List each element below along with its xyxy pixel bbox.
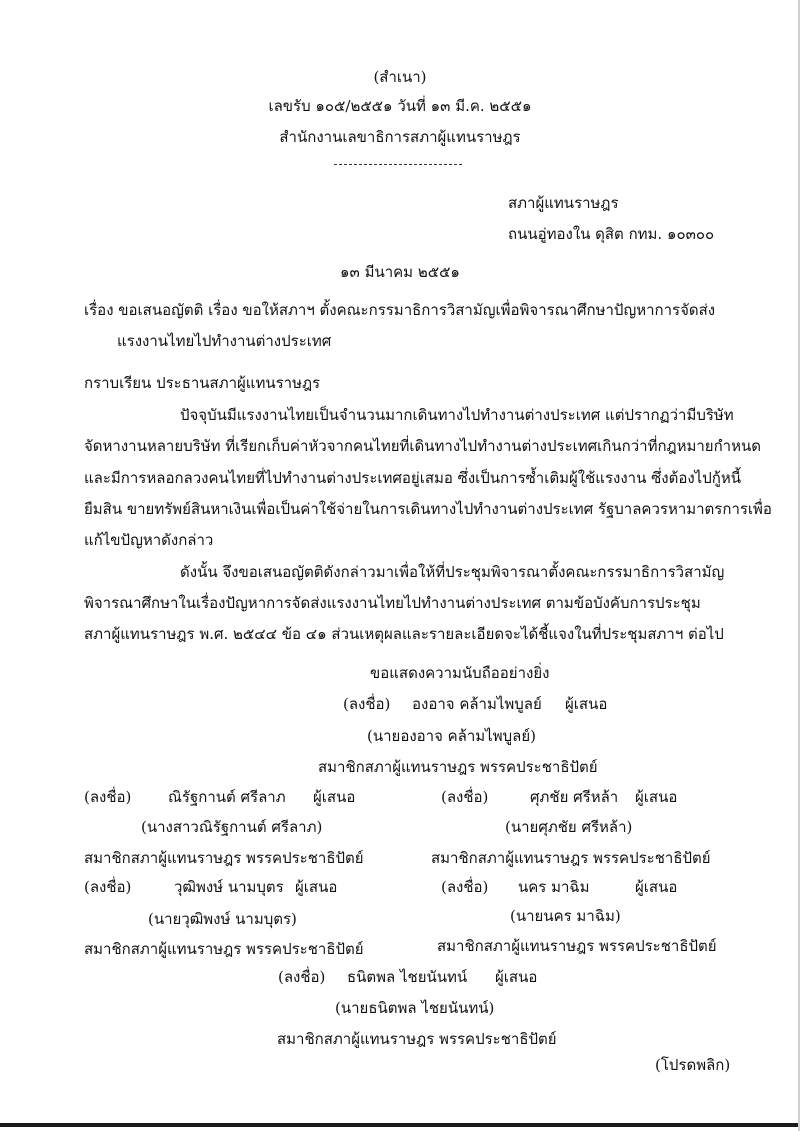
signer-2-signature: ณิรัฐกานต์ ศรีลาภ	[168, 788, 286, 806]
proposer-label: ผู้เสนอ	[565, 695, 608, 713]
document-date: ๑๓ มีนาคม ๒๕๕๑	[340, 263, 460, 281]
office-name: สำนักงานเลขาธิการสภาผู้แทนราษฎร	[279, 128, 521, 146]
signer-4-name: (นายวุฒิพงษ์ นามบุตร)	[148, 910, 297, 928]
please-turn-over: (โปรดพลิก)	[655, 1056, 731, 1074]
signer-6-name: (นายธนิตพล ไชยนันทน์)	[335, 999, 495, 1017]
sign-label: (ลงชื่อ)	[84, 788, 132, 806]
signer-4-signature: วุฒิพงษ์ นามบุตร	[174, 878, 284, 896]
proposer-label: ผู้เสนอ	[313, 788, 356, 806]
body-p1-line-4: ยืมสิน ขายทรัพย์สินหาเงินเพื่อเป็นค่าใช้จ่ายในการเดินทางไปทำงานต่างประเทศ รัฐบาลควรหามาตรการเพื่อ	[84, 500, 772, 518]
bottom-border	[0, 1123, 800, 1127]
subject-line-1: เรื่อง ขอเสนอญัตติ เรื่อง ขอให้สภาฯ ตั้งคณะกรรมาธิการวิสามัญเพื่อพิจารณาศึกษาปัญหาการจัดส่ง	[84, 301, 716, 319]
subject-line-2: แรงงานไทยไปทำงานต่างประเทศ	[117, 332, 332, 350]
body-p1-line-3: และมีการหลอกลวงคนไทยที่ไปทำงานต่างประเทศอยู่เสมอ ซึ่งเป็นการซ้ำเติมผู้ใช้แรงงาน ซึ่งต้องไปกู้หนี้	[84, 469, 741, 487]
address-line-2: ถนนอู่ทองใน ดุสิต กทม. ๑๐๓๐๐	[508, 225, 715, 243]
body-p2-line-2: พิจารณาศึกษาในเรื่องปัญหาการจัดส่งแรงงานไทยไปทำงานต่างประเทศ ตามข้อบังคับการประชุม	[84, 594, 701, 612]
sign-label: (ลงชื่อ)	[343, 695, 391, 713]
body-p2-line-1: ดังนั้น จึงขอเสนอญัตติดังกล่าวมาเพื่อให้ที่ประชุมพิจารณาตั้งคณะกรรมาธิการวิสามัญ	[180, 563, 725, 581]
receipt-number: เลขรับ ๑๐๕/๒๕๕๑ วันที่ ๑๓ มี.ค. ๒๕๕๑	[268, 97, 532, 115]
sign-label: (ลงชื่อ)	[278, 968, 326, 986]
sign-label: (ลงชื่อ)	[441, 878, 489, 896]
proposer-label: ผู้เสนอ	[635, 788, 678, 806]
signer-1-name: (นายองอาจ คล้ามไพบูลย์)	[367, 727, 536, 745]
signer-5-signature: นคร มาฉิม	[518, 878, 590, 896]
signer-6-role: สมาชิกสภาผู้แทนราษฎร พรรคประชาธิปัตย์	[277, 1030, 557, 1048]
signer-2-name: (นางสาวณิรัฐกานต์ ศรีลาภ)	[141, 818, 323, 836]
signer-1-signature: องอาจ คล้ามไพบูลย์	[412, 695, 542, 713]
signer-3-name: (นายศุภชัย ศรีหล้า)	[505, 818, 633, 836]
body-p1-line-5: แก้ไขปัญหาดังกล่าว	[84, 531, 214, 549]
sign-label: (ลงชื่อ)	[84, 878, 132, 896]
signer-5-role: สมาชิกสภาผู้แทนราษฎร พรรคประชาธิปัตย์	[437, 937, 717, 955]
body-p1-line-2: จัดหางานหลายบริษัท ที่เรียกเก็บค่าหัวจากคนไทยที่เดินทางไปทำงานต่างประเทศเกินกว่าที่กฎหมายกำหนด	[84, 437, 761, 455]
proposer-label: ผู้เสนอ	[495, 968, 538, 986]
address-line-1: สภาผู้แทนราษฎร	[508, 194, 619, 212]
body-p1-line-1: ปัจจุบันมีแรงงานไทยเป็นจำนวนมากเดินทางไปทำงานต่างประเทศ แต่ปรากฏว่ามีบริษัท	[180, 406, 734, 424]
signer-1-role: สมาชิกสภาผู้แทนราษฎร พรรคประชาธิปัตย์	[318, 758, 598, 776]
body-p2-line-3: สภาผู้แทนราษฎร พ.ศ. ๒๕๔๔ ข้อ ๔๑ ส่วนเหตุผลและรายละเอียดจะได้ชี้แจงในที่ประชุมสภาฯ ต่อไป	[84, 625, 724, 643]
signer-3-role: สมาชิกสภาผู้แทนราษฎร พรรคประชาธิปัตย์	[431, 849, 711, 867]
signer-3-signature: ศุภชัย ศรีหล้า	[530, 788, 619, 806]
signer-6-signature: ธนิตพล ไชยนันทน์	[347, 968, 468, 986]
sign-label: (ลงชื่อ)	[441, 788, 489, 806]
salutation: กราบเรียน ประธานสภาผู้แทนราษฎร	[84, 374, 321, 392]
proposer-label: ผู้เสนอ	[635, 878, 678, 896]
signer-2-role: สมาชิกสภาผู้แทนราษฎร พรรคประชาธิปัตย์	[84, 849, 364, 867]
signer-4-role: สมาชิกสภาผู้แทนราษฎร พรรคประชาธิปัตย์	[84, 940, 364, 958]
copy-mark: (สำเนา)	[373, 68, 427, 86]
signer-5-name: (นายนคร มาฉิม)	[510, 907, 621, 925]
closing: ขอแสดงความนับถืออย่างยิ่ง	[370, 664, 550, 682]
header-separator	[334, 164, 462, 165]
proposer-label: ผู้เสนอ	[295, 878, 338, 896]
